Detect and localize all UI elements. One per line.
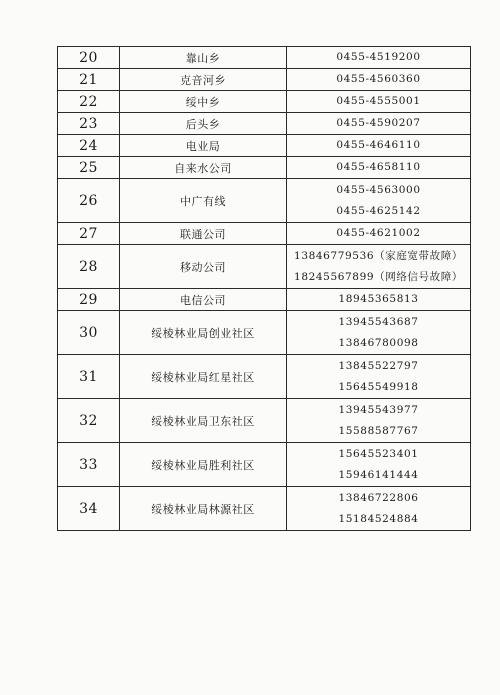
phone-number: 15184524884: [338, 512, 419, 525]
phone-number: 0455-4555001: [336, 95, 421, 107]
row-number: 33: [58, 443, 120, 487]
contact-directory-table: [57, 46, 471, 531]
phone-cell: [287, 399, 471, 443]
row-number: 30: [58, 311, 120, 355]
phone-number: 15946141444: [338, 468, 419, 481]
organization-name: 移动公司: [120, 245, 287, 289]
table-row: [58, 91, 471, 113]
row-number: 24: [58, 135, 120, 157]
row-number: 34: [58, 487, 120, 531]
phone-cell: [287, 245, 471, 289]
row-number: 22: [58, 91, 120, 113]
phone-cell: [287, 157, 471, 179]
phone-cell: [287, 179, 471, 223]
table-row: [58, 223, 471, 245]
organization-name: 绥棱林业局红星社区: [120, 355, 287, 399]
row-number: 23: [58, 113, 120, 135]
table-row: [58, 399, 471, 443]
phone-cell: [287, 135, 471, 157]
phone-number: 13945543687: [338, 315, 419, 328]
phone-number: 0455-4590207: [336, 117, 421, 129]
table-row: [58, 113, 471, 135]
organization-name: 中广有线: [120, 179, 287, 223]
table-row: [58, 179, 471, 223]
phone-cell: [287, 487, 471, 531]
phone-cell: [287, 47, 471, 69]
row-number: 26: [58, 179, 120, 223]
phone-number: 0455-4621002: [336, 227, 421, 239]
phone-number: 15645549918: [338, 380, 419, 393]
organization-name: 电业局: [120, 135, 287, 157]
table-row: [58, 443, 471, 487]
phone-number: 15588587767: [338, 424, 419, 437]
phone-cell: [287, 223, 471, 245]
phone-number: 13846722806: [338, 491, 419, 504]
organization-name: 绥中乡: [120, 91, 287, 113]
phone-cell: [287, 289, 471, 311]
phone-number: 0455-4519200: [336, 51, 421, 63]
organization-name: 后头乡: [120, 113, 287, 135]
table-row: [58, 47, 471, 69]
table-row: [58, 157, 471, 179]
row-number: 27: [58, 223, 120, 245]
phone-number: 0455-4646110: [336, 139, 421, 151]
row-number: 25: [58, 157, 120, 179]
row-number: 32: [58, 399, 120, 443]
organization-name: 绥棱林业局卫东社区: [120, 399, 287, 443]
organization-name: 电信公司: [120, 289, 287, 311]
phone-number: 18945365813: [338, 293, 419, 305]
phone-number: 0455-4560360: [336, 73, 421, 85]
organization-name: 绥棱林业局创业社区: [120, 311, 287, 355]
phone-number: 13945543977: [338, 403, 419, 416]
organization-name: 自来水公司: [120, 157, 287, 179]
table-row: [58, 355, 471, 399]
phone-cell: [287, 311, 471, 355]
row-number: 29: [58, 289, 120, 311]
phone-number: 0455-4625142: [336, 204, 421, 217]
organization-name: 绥棱林业局胜利社区: [120, 443, 287, 487]
phone-cell: [287, 69, 471, 91]
organization-name: 绥棱林业局林源社区: [120, 487, 287, 531]
phone-cell: [287, 355, 471, 399]
phone-cell: [287, 91, 471, 113]
row-number: 21: [58, 69, 120, 91]
phone-number: 13846779536（家庭宽带故障）: [294, 249, 463, 262]
table-row: [58, 69, 471, 91]
phone-number: 15645523401: [338, 447, 419, 460]
organization-name: 克音河乡: [120, 69, 287, 91]
table-row: [58, 135, 471, 157]
table-row: [58, 311, 471, 355]
table-row: [58, 487, 471, 531]
organization-name: 联通公司: [120, 223, 287, 245]
phone-cell: [287, 443, 471, 487]
table-row: [58, 289, 471, 311]
phone-number: 13846780098: [338, 336, 419, 349]
phone-cell: [287, 113, 471, 135]
table-row: [58, 245, 471, 289]
phone-number: 0455-4563000: [336, 183, 421, 196]
organization-name: 靠山乡: [120, 47, 287, 69]
row-number: 28: [58, 245, 120, 289]
phone-number: 13845522797: [338, 359, 419, 372]
phone-number: 18245567899（网络信号故障）: [294, 270, 463, 283]
row-number: 20: [58, 47, 120, 69]
phone-number: 0455-4658110: [336, 161, 421, 173]
row-number: 31: [58, 355, 120, 399]
